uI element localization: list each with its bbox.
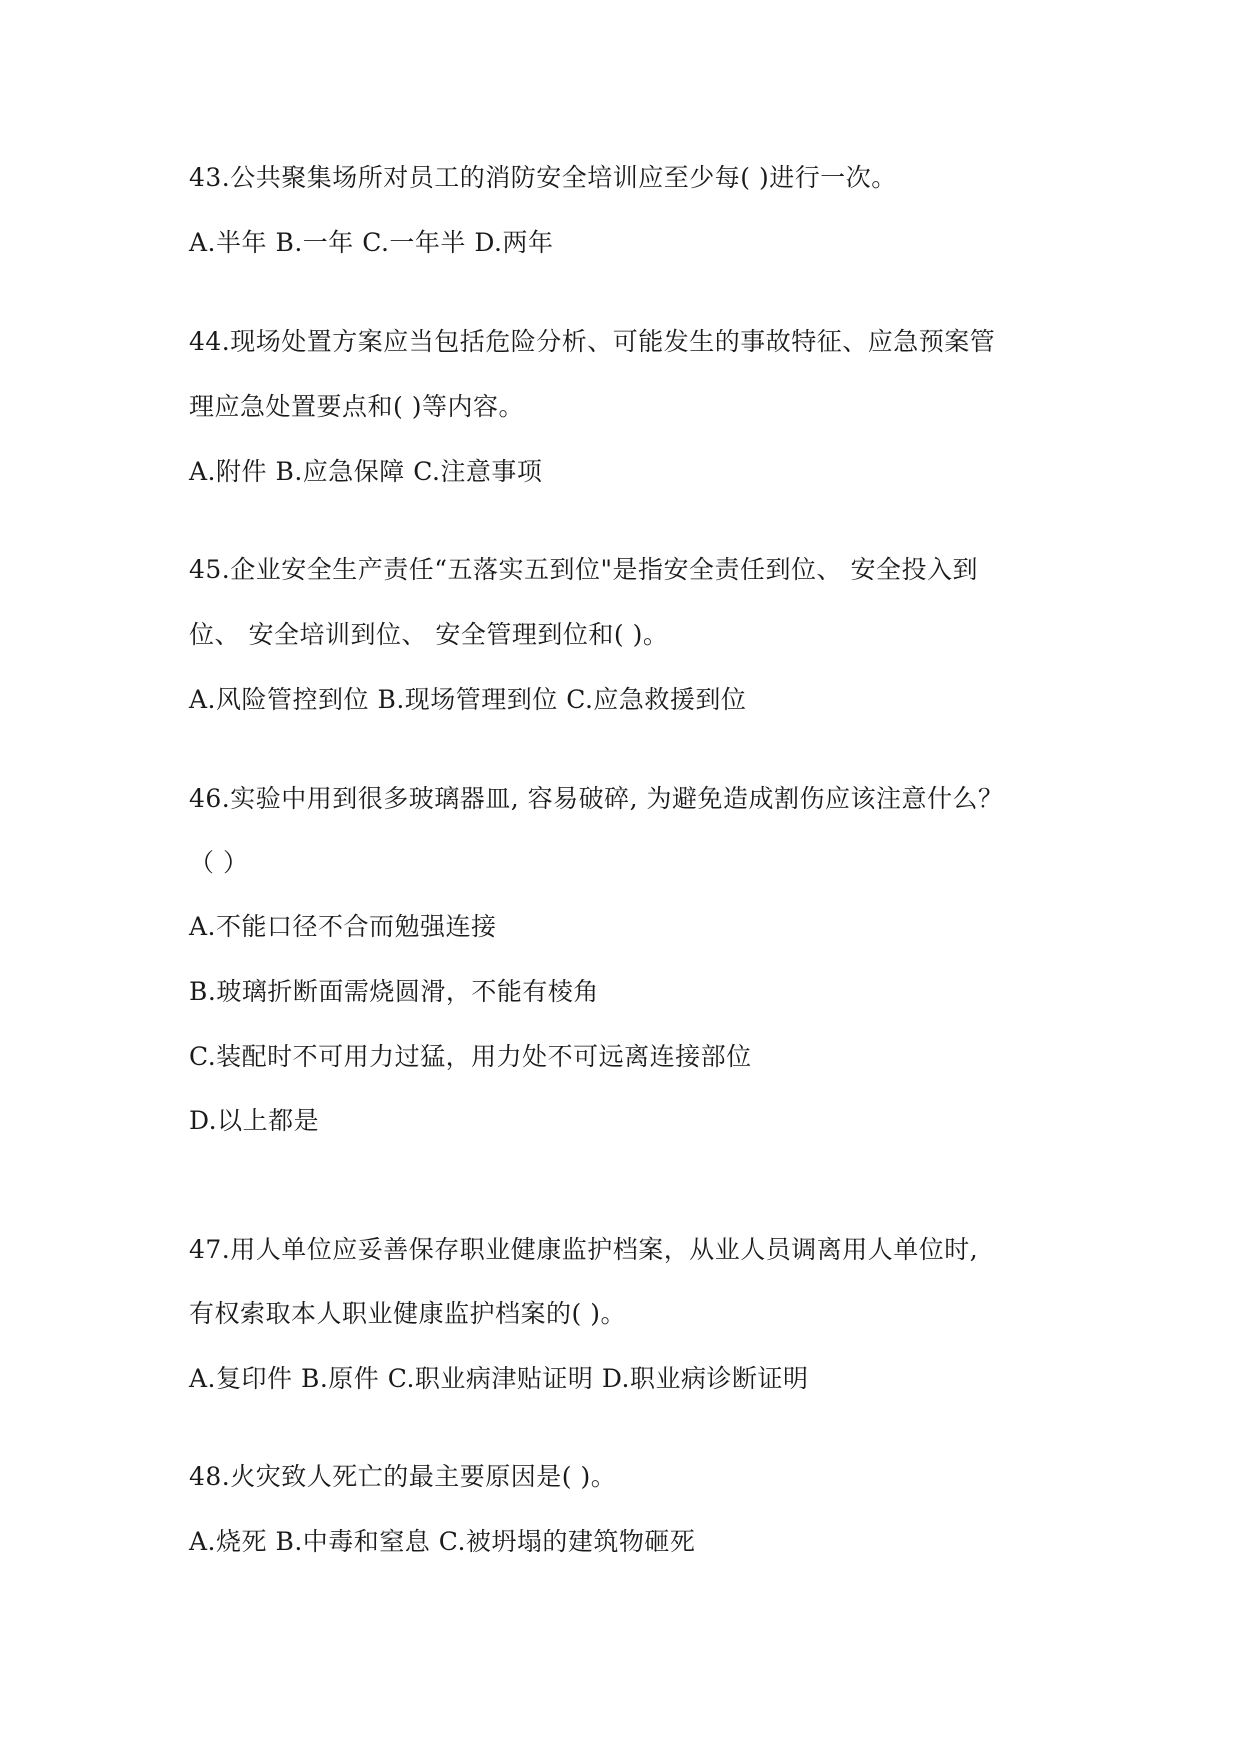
question-text: 46.实验中用到很多玻璃器皿, 容易破碎, 为避免造成割伤应该注意什么？ — [189, 784, 1004, 813]
question-text: 45.企业安全生产责任“五落实五到位"是指安全责任到位、 安全投入到 — [189, 555, 978, 584]
question-text: 理应急处置要点和( )等内容。 — [189, 392, 524, 421]
answer-option: B.玻璃折断面需烧圆滑，不能有棱角 — [189, 977, 599, 1006]
question-text: 44.现场处置方案应当包括危险分析、可能发生的事故特征、应急预案管 — [189, 327, 996, 356]
question-text: 有权索取本人职业健康监护档案的( )。 — [189, 1299, 626, 1328]
answer-option: C.装配时不可用力过猛，用力处不可远离连接部位 — [189, 1042, 752, 1071]
answer-options: A.烧死 B.中毒和窒息 C.被坍塌的建筑物砸死 — [189, 1527, 696, 1556]
answer-options: A.复印件 B.原件 C.职业病津贴证明 D.职业病诊断证明 — [189, 1364, 809, 1393]
answer-options: A.附件 B.应急保障 C.注意事项 — [189, 457, 543, 486]
question-text: 47.用人单位应妥善保存职业健康监护档案，从业人员调离用人单位时, — [189, 1235, 979, 1264]
question-text: （ ） — [189, 848, 249, 877]
question-text: 48.火灾致人死亡的最主要原因是( )。 — [189, 1462, 617, 1491]
question-text: 位、 安全培训到位、 安全管理到位和( )。 — [189, 620, 669, 649]
answer-option: D.以上都是 — [189, 1106, 320, 1135]
answer-options: A.风险管控到位 B.现场管理到位 C.应急救援到位 — [189, 685, 747, 714]
answer-option: A.不能口径不合而勉强连接 — [189, 912, 497, 941]
answer-options: A.半年 B.一年 C.一年半 D.两年 — [189, 228, 554, 257]
question-text: 43.公共聚集场所对员工的消防安全培训应至少每( )进行一次。 — [189, 163, 897, 192]
